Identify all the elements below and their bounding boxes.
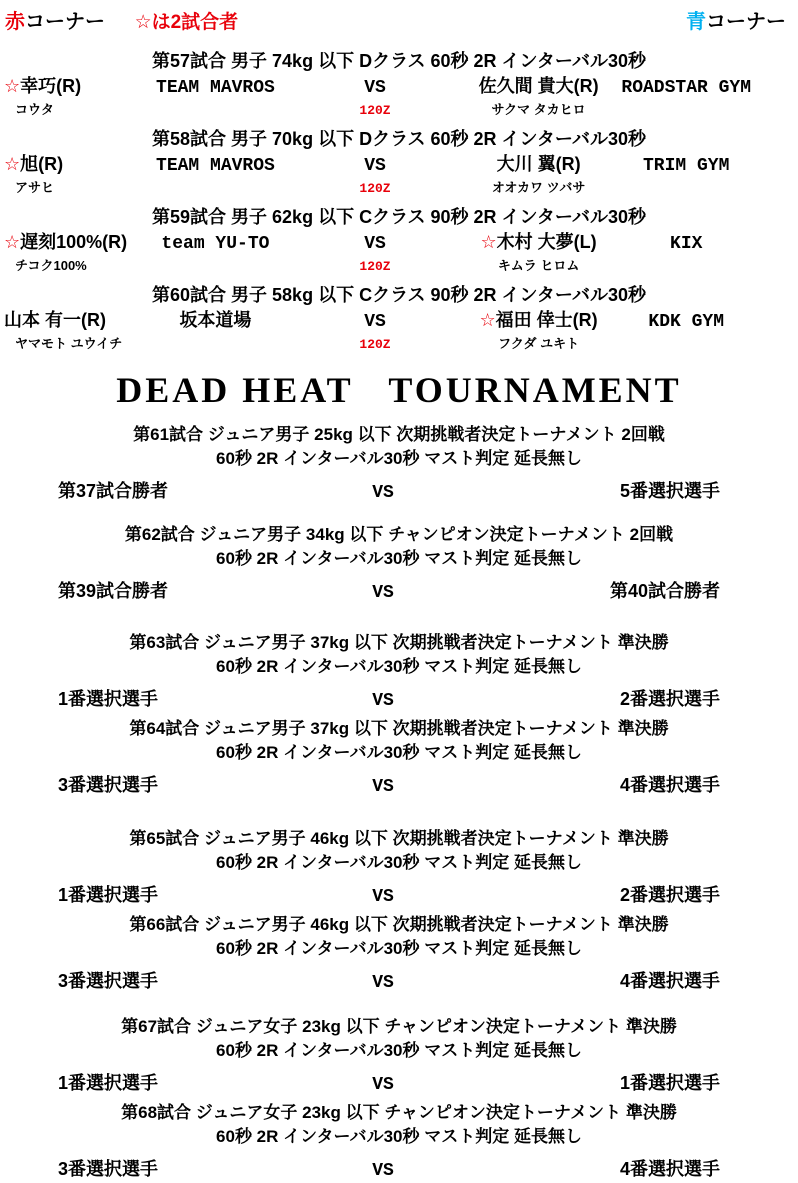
tournament-match-header: 第65試合 ジュニア男子 46kg 以下 次期挑戦者決定トーナメント 準決勝	[129, 829, 669, 848]
vs-label: VS	[364, 78, 386, 98]
participants-row	[0, 969, 798, 995]
tournament-match-rules: 60秒 2R インターバル30秒 マスト判定 延長無し	[216, 1127, 582, 1146]
left-participant: 第39試合勝者	[58, 581, 169, 601]
fighter-row	[0, 74, 798, 100]
match-block	[0, 205, 798, 277]
blue-fighter-gym: KDK GYM	[648, 312, 725, 332]
red-fighter-name-text: 遅刻100%(R)	[20, 232, 128, 252]
vs-label: VS	[372, 583, 394, 603]
vs-sub-label: 120Z	[359, 103, 391, 118]
blue-corner-text: コーナー	[706, 11, 786, 33]
right-participant: 5番選択選手	[619, 481, 720, 501]
tournament-match-header: 第64試合 ジュニア男子 37kg 以下 次期挑戦者決定トーナメント 準決勝	[129, 719, 669, 738]
participants-row	[0, 883, 798, 909]
vs-label: VS	[364, 312, 386, 332]
vs-label: VS	[372, 777, 394, 797]
match-header: 第59試合 男子 62kg 以下 Cクラス 90秒 2R インターバル30秒	[152, 207, 646, 227]
tournament-match-rules: 60秒 2R インターバル30秒 マスト判定 延長無し	[216, 743, 582, 762]
blue-fighter-name-text: 大川 翼(R)	[496, 154, 581, 174]
blue-fighter-name	[463, 230, 615, 254]
blue-corner-label	[686, 9, 786, 35]
red-fighter-name-text: 山本 有一(R)	[4, 310, 106, 330]
left-participant: 3番選択選手	[58, 971, 159, 991]
red-fighter-team: 坂本道場	[179, 310, 252, 330]
red-fighter-name	[0, 230, 144, 254]
left-participant: 3番選択選手	[58, 1159, 159, 1179]
vs-label: VS	[372, 887, 394, 907]
two-match-star-icon: ☆	[4, 154, 21, 174]
tournament-match-rules: 60秒 2R インターバル30秒 マスト判定 延長無し	[216, 549, 582, 568]
two-match-star-icon: ☆	[4, 232, 21, 252]
participants-row	[0, 579, 798, 605]
red-fighter-furigana: ヤマモト ユウイチ	[15, 336, 123, 351]
red-corner-label	[5, 11, 105, 33]
furigana-row	[0, 334, 798, 355]
match-block	[0, 283, 798, 355]
fighter-row	[0, 308, 798, 334]
furigana-row	[0, 256, 798, 277]
red-fighter-team: TEAM MAVROS	[156, 78, 275, 98]
tournament-match-header: 第68試合 ジュニア女子 23kg 以下 チャンピオン決定トーナメント 準決勝	[121, 1103, 677, 1122]
match-header: 第58試合 男子 70kg 以下 Dクラス 60秒 2R インターバル30秒	[152, 129, 646, 149]
left-participant: 1番選択選手	[58, 689, 159, 709]
tournament-match-header: 第66試合 ジュニア男子 46kg 以下 次期挑戦者決定トーナメント 準決勝	[129, 915, 669, 934]
vs-label: VS	[372, 1075, 394, 1095]
red-fighter-team: team YU-TO	[161, 234, 270, 254]
vs-sub-label: 120Z	[359, 337, 391, 352]
blue-fighter-gym: ROADSTAR GYM	[621, 78, 752, 98]
furigana-row	[0, 100, 798, 121]
participants-row	[0, 1071, 798, 1097]
red-fighter-furigana: アサヒ	[15, 180, 55, 195]
red-fighter-name-text: 旭(R)	[20, 154, 64, 174]
tournament-match-rules: 60秒 2R インターバル30秒 マスト判定 延長無し	[216, 939, 582, 958]
participants-row	[0, 773, 798, 799]
tournament-match-block	[0, 827, 798, 909]
two-match-star-icon: ☆	[4, 76, 21, 96]
match-block	[0, 49, 798, 121]
red-corner-char: 赤	[5, 11, 25, 33]
red-fighter-furigana: コウタ	[15, 102, 54, 117]
blue-fighter-furigana: キムラ ヒロム	[497, 258, 580, 273]
right-participant: 1番選択選手	[619, 1073, 720, 1093]
blue-fighter-furigana: サクマ タカヒロ	[491, 102, 586, 117]
furigana-row	[0, 178, 798, 199]
red-fighter-name	[0, 152, 144, 176]
tournament-match-header: 第63試合 ジュニア男子 37kg 以下 次期挑戦者決定トーナメント 準決勝	[129, 633, 669, 652]
red-corner-text: コーナー	[25, 11, 105, 33]
red-fighter-furigana: チコク100%	[15, 258, 87, 273]
blue-fighter-name-text: 木村 大夢(L)	[496, 232, 597, 252]
vs-label: VS	[364, 234, 386, 254]
tournament-title: DEAD HEAT TOURNAMENT	[116, 370, 682, 410]
participants-row	[0, 479, 798, 505]
vs-label: VS	[372, 691, 394, 711]
right-participant: 2番選択選手	[619, 689, 720, 709]
red-fighter-name	[0, 308, 144, 332]
tournament-match-block	[0, 1101, 798, 1183]
blue-fighter-name	[463, 308, 615, 332]
participants-row	[0, 687, 798, 713]
vs-sub-label: 120Z	[359, 259, 391, 274]
two-match-note: ☆は2試合者	[134, 12, 239, 33]
right-participant: 4番選択選手	[619, 775, 720, 795]
vs-label: VS	[364, 156, 386, 176]
blue-fighter-furigana: オオカワ ツバサ	[491, 180, 586, 195]
tournament-match-header: 第61試合 ジュニア男子 25kg 以下 次期挑戦者決定トーナメント 2回戦	[133, 425, 665, 444]
red-fighter-name	[0, 74, 144, 98]
red-corner-group	[5, 9, 238, 36]
red-fighter-name-text: 幸巧(R)	[20, 76, 82, 96]
vs-label: VS	[372, 483, 394, 503]
blue-corner-char: 青	[686, 11, 706, 33]
match-block	[0, 127, 798, 199]
blue-fighter-gym: KIX	[670, 234, 703, 254]
tournament-match-block	[0, 913, 798, 995]
corner-header-row	[0, 0, 798, 36]
participants-row	[0, 1157, 798, 1183]
two-match-star-icon: ☆	[479, 310, 496, 330]
tournament-match-block	[0, 523, 798, 605]
tournament-match-block	[0, 717, 798, 799]
vs-label: VS	[372, 1161, 394, 1181]
tournament-match-rules: 60秒 2R インターバル30秒 マスト判定 延長無し	[216, 657, 582, 676]
tournament-match-block	[0, 631, 798, 713]
blue-fighter-name	[463, 152, 615, 176]
blue-fighter-gym: TRIM GYM	[643, 156, 730, 176]
vs-sub-label: 120Z	[359, 181, 391, 196]
right-participant: 4番選択選手	[619, 1159, 720, 1179]
vs-label: VS	[372, 973, 394, 993]
right-participant: 2番選択選手	[619, 885, 720, 905]
tournament-match-block	[0, 1015, 798, 1097]
right-participant: 4番選択選手	[619, 971, 720, 991]
blue-fighter-name-text: 福田 倖士(R)	[495, 310, 598, 330]
tournament-match-rules: 60秒 2R インターバル30秒 マスト判定 延長無し	[216, 1041, 582, 1060]
left-participant: 第37試合勝者	[58, 481, 169, 501]
red-fighter-team: TEAM MAVROS	[156, 156, 275, 176]
tournament-match-rules: 60秒 2R インターバル30秒 マスト判定 延長無し	[216, 853, 582, 872]
tournament-match-rules: 60秒 2R インターバル30秒 マスト判定 延長無し	[216, 449, 582, 468]
left-participant: 1番選択選手	[58, 885, 159, 905]
two-match-star-icon: ☆	[480, 232, 497, 252]
fighter-row	[0, 152, 798, 178]
tournament-match-header: 第62試合 ジュニア男子 34kg 以下 チャンピオン決定トーナメント 2回戦	[124, 525, 674, 544]
blue-fighter-furigana: フクダ ユキト	[498, 336, 580, 351]
tournament-match-header: 第67試合 ジュニア女子 23kg 以下 チャンピオン決定トーナメント 準決勝	[121, 1017, 677, 1036]
right-participant: 第40試合勝者	[609, 581, 720, 601]
fighter-row	[0, 230, 798, 256]
tournament-match-block	[0, 423, 798, 505]
left-participant: 3番選択選手	[58, 775, 159, 795]
blue-fighter-name	[463, 74, 615, 98]
match-header: 第60試合 男子 58kg 以下 Cクラス 90秒 2R インターバル30秒	[152, 285, 646, 305]
match-header: 第57試合 男子 74kg 以下 Dクラス 60秒 2R インターバル30秒	[152, 51, 646, 71]
blue-fighter-name-text: 佐久間 貴大(R)	[478, 76, 599, 96]
left-participant: 1番選択選手	[58, 1073, 159, 1093]
